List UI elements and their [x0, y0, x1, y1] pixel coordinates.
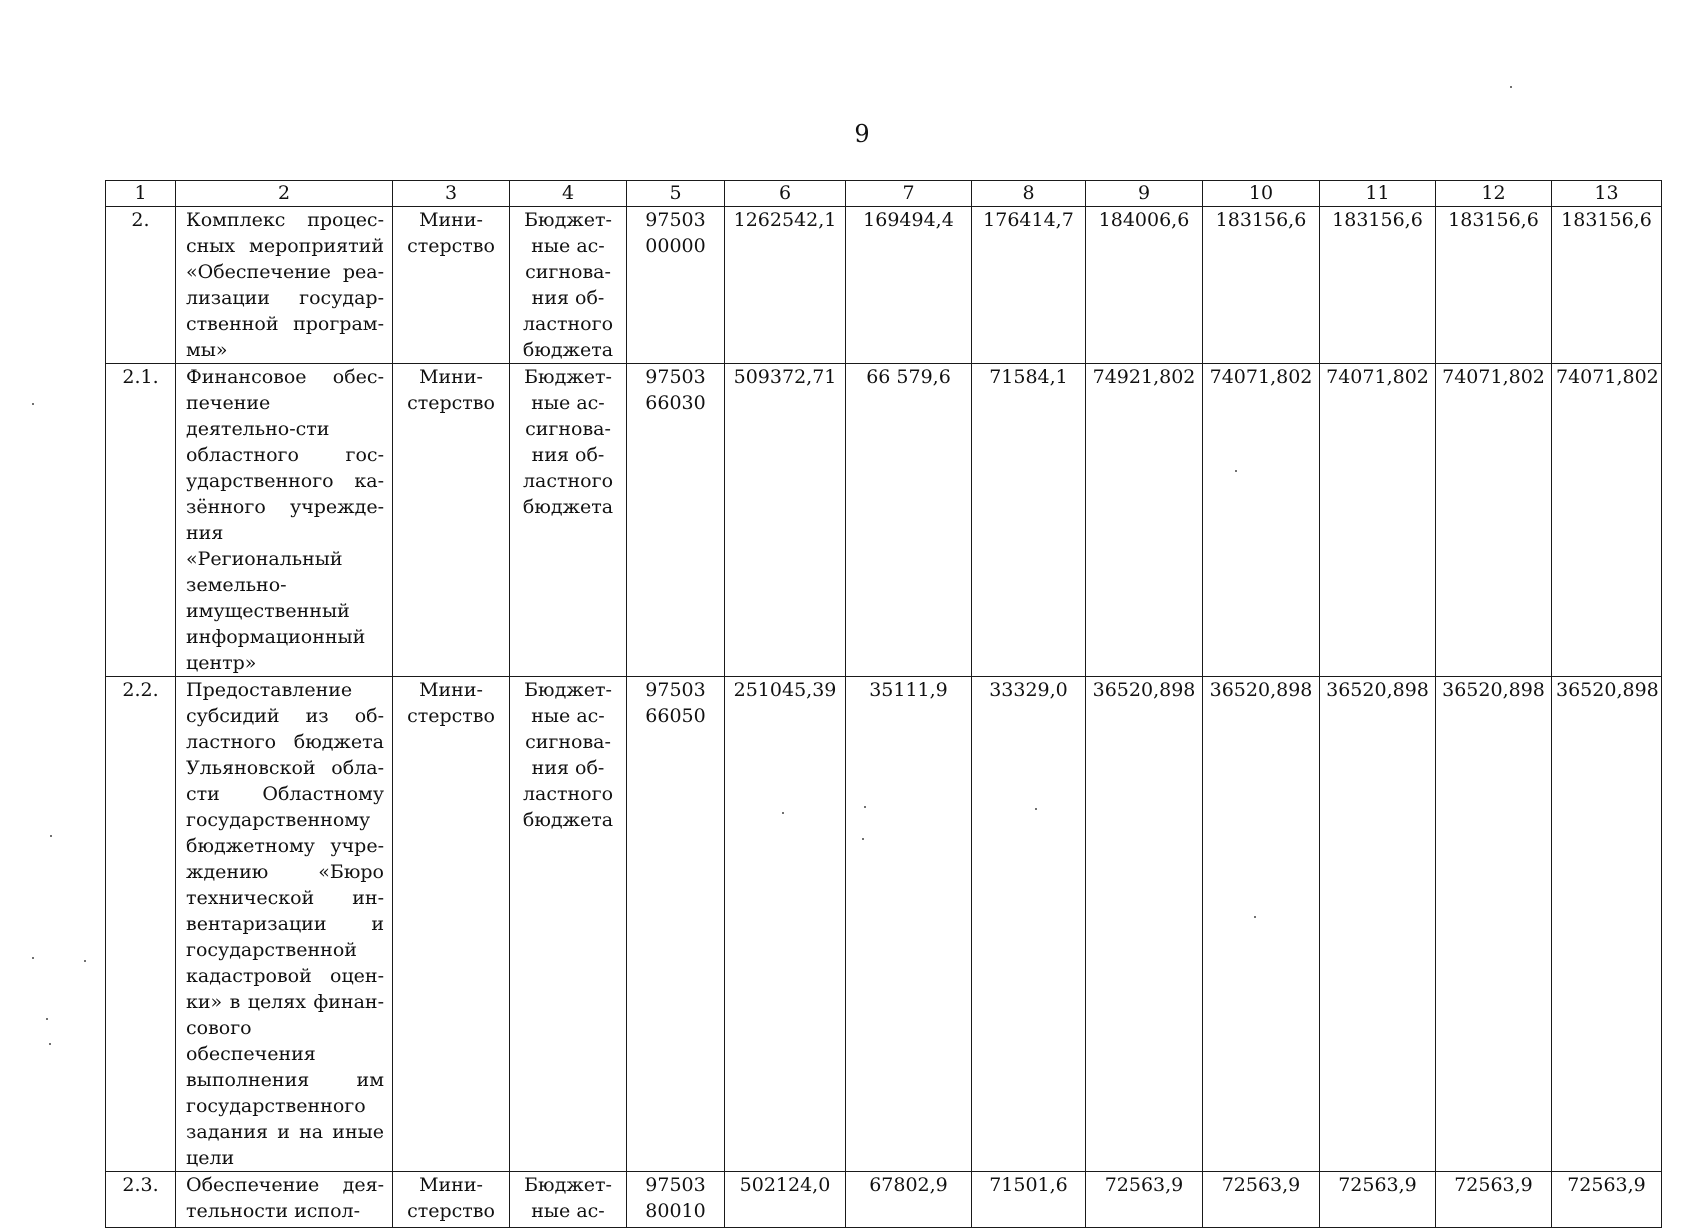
scan-speck [49, 1043, 51, 1045]
column-number: 9 [1086, 181, 1203, 207]
scan-speck [1510, 86, 1512, 88]
value-cell: 509372,71 [725, 364, 846, 677]
column-number-row [106, 181, 1662, 207]
budget-code: 97503 66050 [627, 677, 725, 1172]
value-cell: 183156,6 [1320, 207, 1436, 364]
column-number: 11 [1320, 181, 1436, 207]
budget-code: 97503 00000 [627, 207, 725, 364]
scan-speck [50, 835, 52, 837]
column-number: 3 [393, 181, 510, 207]
scan-speck [32, 957, 34, 959]
value-cell: 72563,9 [1320, 1172, 1436, 1228]
value-cell: 74921,802 [1086, 364, 1203, 677]
value-cell: 72563,9 [1086, 1172, 1203, 1228]
executor: Мини-стерство [393, 207, 510, 364]
measure-name: Комплекс процес-сных мероприятий «Обеспечение реа-лизации государ-ственной програм-мы» [176, 207, 393, 364]
executor: Мини-стерство [393, 364, 510, 677]
value-cell: 35111,9 [846, 677, 972, 1172]
value-cell: 1262542,1 [725, 207, 846, 364]
measure-name: Обеспечение дея-тельности испол- [176, 1172, 393, 1228]
value-cell: 176414,7 [972, 207, 1086, 364]
column-number: 13 [1552, 181, 1662, 207]
scan-speck [1035, 808, 1037, 810]
value-cell: 183156,6 [1436, 207, 1552, 364]
executor: Мини-стерство [393, 1172, 510, 1228]
value-cell: 74071,802 [1552, 364, 1662, 677]
executor: Мини-стерство [393, 677, 510, 1172]
value-cell: 33329,0 [972, 677, 1086, 1172]
value-cell: 71501,6 [972, 1172, 1086, 1228]
budget-code: 97503 80010 [627, 1172, 725, 1228]
value-cell: 71584,1 [972, 364, 1086, 677]
row-number: 2. [106, 207, 176, 364]
measure-name: Финансовое обес-печение деятельно-сти областного гос-ударственного ка-зённого учрежде-ния «Региональный земельно-имущественный информационный центр» [176, 364, 393, 677]
scan-speck [1254, 916, 1256, 918]
value-cell: 36520,898 [1552, 677, 1662, 1172]
row-number: 2.1. [106, 364, 176, 677]
column-number: 10 [1203, 181, 1320, 207]
value-cell: 66 579,6 [846, 364, 972, 677]
funding-source: Бюджет-ные ас- [510, 1172, 627, 1228]
column-number: 4 [510, 181, 627, 207]
scan-speck [862, 838, 864, 840]
value-cell: 183156,6 [1203, 207, 1320, 364]
table-row [106, 364, 1662, 677]
value-cell: 74071,802 [1436, 364, 1552, 677]
column-number: 8 [972, 181, 1086, 207]
budget-table [105, 180, 1662, 1228]
value-cell: 183156,6 [1552, 207, 1662, 364]
column-number: 6 [725, 181, 846, 207]
value-cell: 36520,898 [1320, 677, 1436, 1172]
scan-speck [46, 1018, 48, 1020]
value-cell: 72563,9 [1552, 1172, 1662, 1228]
column-number: 1 [106, 181, 176, 207]
page-number: 9 [854, 120, 870, 148]
value-cell: 72563,9 [1203, 1172, 1320, 1228]
scan-speck [32, 403, 34, 405]
funding-source: Бюджет-ные ас-сигнова-ния об-ластного бюджета [510, 364, 627, 677]
table-row [106, 207, 1662, 364]
column-number: 2 [176, 181, 393, 207]
row-number: 2.2. [106, 677, 176, 1172]
column-number: 5 [627, 181, 725, 207]
value-cell: 36520,898 [1203, 677, 1320, 1172]
scan-speck [864, 806, 866, 808]
value-cell: 67802,9 [846, 1172, 972, 1228]
value-cell: 169494,4 [846, 207, 972, 364]
value-cell: 74071,802 [1203, 364, 1320, 677]
value-cell: 74071,802 [1320, 364, 1436, 677]
scan-speck [1235, 470, 1237, 472]
value-cell: 36520,898 [1436, 677, 1552, 1172]
budget-code: 97503 66030 [627, 364, 725, 677]
value-cell: 251045,39 [725, 677, 846, 1172]
funding-source: Бюджет-ные ас-сигнова-ния об-ластного бюджета [510, 207, 627, 364]
measure-name: Предоставление субсидий из об-ластного бюджета Ульяновской обла-сти Областному государственному бюджетному учре-ждению «Бюро технической ин-вентаризации и государственной кадастровой оцен-ки» в целях финан-сового обеспечения выполнения им государственного задания и на иные цели [176, 677, 393, 1172]
column-number: 12 [1436, 181, 1552, 207]
value-cell: 184006,6 [1086, 207, 1203, 364]
row-number: 2.3. [106, 1172, 176, 1228]
scan-speck [84, 960, 86, 962]
value-cell: 502124,0 [725, 1172, 846, 1228]
funding-source: Бюджет-ные ас-сигнова-ния об-ластного бюджета [510, 677, 627, 1172]
value-cell: 72563,9 [1436, 1172, 1552, 1228]
column-number: 7 [846, 181, 972, 207]
scan-speck [782, 812, 784, 814]
table-row [106, 677, 1662, 1172]
value-cell: 36520,898 [1086, 677, 1203, 1172]
